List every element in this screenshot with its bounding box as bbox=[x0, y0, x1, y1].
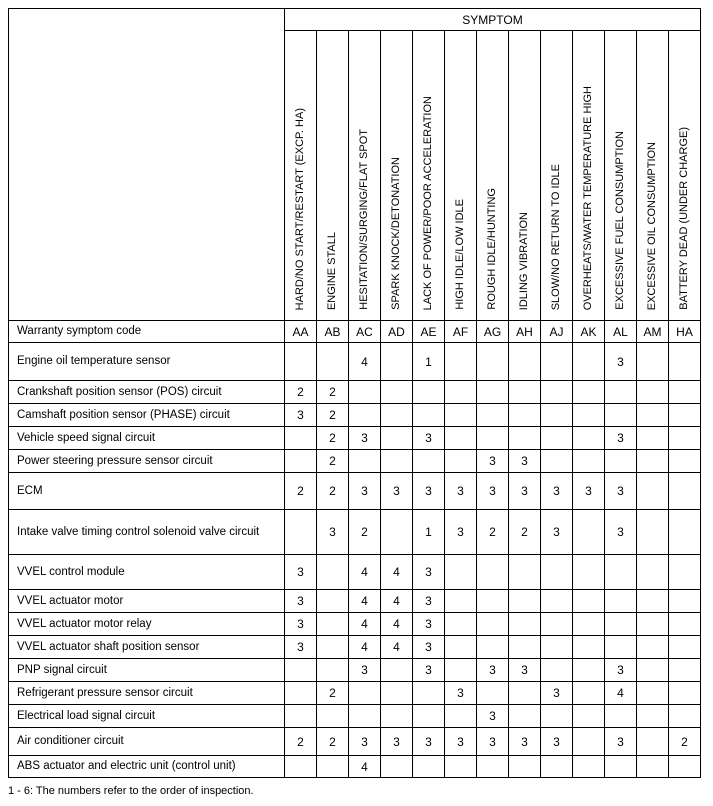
inspection-order-cell bbox=[477, 404, 509, 427]
inspection-order-cell: 4 bbox=[349, 590, 381, 613]
symptom-column-label: OVERHEATS/WATER TEMPERATURE HIGH bbox=[582, 85, 594, 310]
table-row bbox=[9, 510, 701, 555]
warranty-code-cell: HA bbox=[669, 321, 701, 343]
symptom-column-label: ENGINE STALL bbox=[326, 231, 338, 310]
symptom-diagnosis-table bbox=[8, 8, 701, 778]
inspection-order-cell bbox=[637, 636, 669, 659]
inspection-order-cell: 3 bbox=[605, 473, 637, 510]
inspection-order-cell bbox=[541, 343, 573, 381]
inspection-order-cell bbox=[541, 555, 573, 590]
inspection-order-cell bbox=[317, 590, 349, 613]
inspection-order-cell bbox=[637, 756, 669, 778]
inspection-order-cell: 3 bbox=[285, 404, 317, 427]
inspection-order-cell bbox=[413, 756, 445, 778]
symptom-column-header bbox=[349, 31, 381, 321]
footnote: 1 - 6: The numbers refer to the order of inspection. bbox=[8, 785, 254, 797]
inspection-order-cell bbox=[317, 659, 349, 682]
symptom-column-header bbox=[509, 31, 541, 321]
inspection-order-cell bbox=[349, 381, 381, 404]
inspection-order-cell bbox=[413, 404, 445, 427]
inspection-order-cell bbox=[381, 682, 413, 705]
inspection-order-cell bbox=[349, 450, 381, 473]
symptom-column-label: BATTERY DEAD (UNDER CHARGE) bbox=[678, 127, 690, 310]
inspection-order-cell: 3 bbox=[413, 473, 445, 510]
inspection-order-cell bbox=[317, 555, 349, 590]
inspection-order-cell bbox=[605, 705, 637, 728]
inspection-order-cell: 3 bbox=[381, 473, 413, 510]
inspection-order-cell: 2 bbox=[477, 510, 509, 555]
inspection-order-cell bbox=[637, 555, 669, 590]
inspection-order-cell bbox=[669, 659, 701, 682]
inspection-order-cell bbox=[637, 659, 669, 682]
inspection-order-cell bbox=[541, 659, 573, 682]
inspection-order-cell bbox=[669, 510, 701, 555]
symptom-column-header bbox=[285, 31, 317, 321]
inspection-order-cell: 3 bbox=[285, 636, 317, 659]
inspection-order-cell: 3 bbox=[509, 450, 541, 473]
symptom-column-header bbox=[573, 31, 605, 321]
warranty-code-cell: AL bbox=[605, 321, 637, 343]
inspection-order-cell bbox=[477, 343, 509, 381]
inspection-order-cell: 4 bbox=[381, 636, 413, 659]
item-label: VVEL control module bbox=[9, 555, 285, 590]
warranty-code-row-label: Warranty symptom code bbox=[9, 321, 285, 343]
inspection-order-cell: 3 bbox=[477, 728, 509, 756]
inspection-order-cell: 2 bbox=[317, 450, 349, 473]
inspection-order-cell bbox=[285, 659, 317, 682]
inspection-order-cell bbox=[445, 555, 477, 590]
item-label: ECM bbox=[9, 473, 285, 510]
inspection-order-cell bbox=[317, 756, 349, 778]
inspection-order-cell bbox=[637, 613, 669, 636]
inspection-order-cell bbox=[509, 343, 541, 381]
inspection-order-cell bbox=[317, 343, 349, 381]
inspection-order-cell bbox=[349, 404, 381, 427]
inspection-order-cell bbox=[669, 590, 701, 613]
inspection-order-cell: 3 bbox=[541, 728, 573, 756]
inspection-order-cell bbox=[509, 613, 541, 636]
inspection-order-cell bbox=[381, 427, 413, 450]
symptom-column-header bbox=[317, 31, 349, 321]
table-row bbox=[9, 705, 701, 728]
inspection-order-cell: 3 bbox=[445, 473, 477, 510]
inspection-order-cell: 3 bbox=[413, 555, 445, 590]
inspection-order-cell bbox=[669, 473, 701, 510]
warranty-code-cell: AM bbox=[637, 321, 669, 343]
inspection-order-cell: 3 bbox=[477, 450, 509, 473]
inspection-order-cell: 4 bbox=[349, 613, 381, 636]
inspection-order-cell bbox=[637, 404, 669, 427]
inspection-order-cell bbox=[445, 450, 477, 473]
warranty-code-cell: AF bbox=[445, 321, 477, 343]
item-label: Air conditioner circuit bbox=[9, 728, 285, 756]
inspection-order-cell bbox=[317, 705, 349, 728]
inspection-order-cell: 3 bbox=[445, 510, 477, 555]
inspection-order-cell bbox=[669, 343, 701, 381]
inspection-order-cell: 2 bbox=[317, 473, 349, 510]
inspection-order-cell: 2 bbox=[285, 728, 317, 756]
inspection-order-cell bbox=[541, 404, 573, 427]
inspection-order-cell: 3 bbox=[509, 473, 541, 510]
inspection-order-cell: 2 bbox=[285, 473, 317, 510]
warranty-code-cell: AD bbox=[381, 321, 413, 343]
table-row bbox=[9, 613, 701, 636]
inspection-order-cell bbox=[573, 636, 605, 659]
inspection-order-cell bbox=[669, 427, 701, 450]
inspection-order-cell bbox=[445, 427, 477, 450]
inspection-order-cell: 3 bbox=[605, 427, 637, 450]
inspection-order-cell bbox=[381, 404, 413, 427]
inspection-order-cell bbox=[573, 728, 605, 756]
inspection-order-cell bbox=[637, 473, 669, 510]
inspection-order-cell: 3 bbox=[413, 659, 445, 682]
inspection-order-cell bbox=[637, 510, 669, 555]
inspection-order-cell: 3 bbox=[509, 659, 541, 682]
symptom-column-label: SPARK KNOCK/DETONATION bbox=[390, 157, 402, 310]
inspection-order-cell: 3 bbox=[349, 728, 381, 756]
symptom-column-label: HESITATION/SURGING/FLAT SPOT bbox=[358, 129, 370, 310]
inspection-order-cell: 3 bbox=[445, 682, 477, 705]
inspection-order-cell bbox=[445, 613, 477, 636]
inspection-order-cell bbox=[445, 756, 477, 778]
inspection-order-cell bbox=[381, 381, 413, 404]
inspection-order-cell bbox=[509, 682, 541, 705]
table-row bbox=[9, 404, 701, 427]
inspection-order-cell bbox=[477, 590, 509, 613]
corner-cell bbox=[9, 9, 285, 321]
inspection-order-cell bbox=[445, 659, 477, 682]
inspection-order-cell: 2 bbox=[317, 381, 349, 404]
inspection-order-cell: 3 bbox=[349, 659, 381, 682]
inspection-order-cell bbox=[285, 705, 317, 728]
inspection-order-cell bbox=[605, 613, 637, 636]
table-row bbox=[9, 343, 701, 381]
inspection-order-cell bbox=[637, 705, 669, 728]
symptom-column-label: HIGH IDLE/LOW IDLE bbox=[454, 199, 466, 310]
table-row bbox=[9, 636, 701, 659]
warranty-code-cell: AB bbox=[317, 321, 349, 343]
inspection-order-cell bbox=[509, 381, 541, 404]
inspection-order-cell: 4 bbox=[381, 613, 413, 636]
inspection-order-cell bbox=[285, 510, 317, 555]
inspection-order-cell: 1 bbox=[413, 510, 445, 555]
inspection-order-cell bbox=[669, 450, 701, 473]
table-row bbox=[9, 427, 701, 450]
inspection-order-cell bbox=[541, 705, 573, 728]
inspection-order-cell: 3 bbox=[573, 473, 605, 510]
inspection-order-cell bbox=[317, 613, 349, 636]
inspection-order-cell bbox=[669, 404, 701, 427]
table-row bbox=[9, 450, 701, 473]
inspection-order-cell bbox=[573, 404, 605, 427]
inspection-order-cell bbox=[381, 659, 413, 682]
inspection-order-cell: 3 bbox=[285, 590, 317, 613]
inspection-order-cell: 3 bbox=[413, 613, 445, 636]
inspection-order-cell bbox=[669, 682, 701, 705]
inspection-order-cell bbox=[669, 705, 701, 728]
inspection-order-cell: 3 bbox=[541, 473, 573, 510]
inspection-order-cell: 3 bbox=[317, 510, 349, 555]
inspection-order-cell: 4 bbox=[381, 590, 413, 613]
table-row bbox=[9, 473, 701, 510]
inspection-order-cell bbox=[477, 636, 509, 659]
inspection-order-cell bbox=[445, 343, 477, 381]
inspection-order-cell: 3 bbox=[381, 728, 413, 756]
inspection-order-cell: 3 bbox=[541, 510, 573, 555]
inspection-order-cell bbox=[445, 381, 477, 404]
inspection-order-cell bbox=[605, 450, 637, 473]
inspection-order-cell: 3 bbox=[477, 659, 509, 682]
table-row bbox=[9, 555, 701, 590]
table-row bbox=[9, 756, 701, 778]
inspection-order-cell bbox=[573, 343, 605, 381]
inspection-order-cell bbox=[541, 613, 573, 636]
inspection-order-cell: 3 bbox=[285, 555, 317, 590]
inspection-order-cell: 4 bbox=[349, 636, 381, 659]
inspection-order-cell bbox=[509, 427, 541, 450]
inspection-order-cell bbox=[605, 636, 637, 659]
inspection-order-cell bbox=[477, 613, 509, 636]
inspection-order-cell bbox=[285, 682, 317, 705]
symptom-column-label: HARD/NO START/RESTART (EXCP. HA) bbox=[294, 107, 306, 310]
symptom-header-row bbox=[9, 9, 701, 31]
inspection-order-cell: 3 bbox=[605, 343, 637, 381]
inspection-order-cell bbox=[669, 613, 701, 636]
inspection-order-cell bbox=[381, 510, 413, 555]
symptom-column-header bbox=[413, 31, 445, 321]
symptom-column-label: ROUGH IDLE/HUNTING bbox=[486, 188, 498, 310]
inspection-order-cell bbox=[413, 450, 445, 473]
symptom-column-header bbox=[381, 31, 413, 321]
inspection-order-cell bbox=[413, 682, 445, 705]
inspection-order-cell bbox=[381, 450, 413, 473]
warranty-code-row bbox=[9, 321, 701, 343]
inspection-order-cell: 2 bbox=[349, 510, 381, 555]
inspection-order-cell bbox=[285, 427, 317, 450]
inspection-order-cell bbox=[445, 705, 477, 728]
inspection-order-cell bbox=[669, 636, 701, 659]
symptom-column-label: LACK OF POWER/POOR ACCELERATION bbox=[422, 95, 434, 310]
inspection-order-cell: 4 bbox=[381, 555, 413, 590]
inspection-order-cell: 3 bbox=[477, 705, 509, 728]
inspection-order-cell bbox=[541, 756, 573, 778]
inspection-order-cell bbox=[509, 705, 541, 728]
symptom-column-header bbox=[605, 31, 637, 321]
inspection-order-cell bbox=[317, 636, 349, 659]
inspection-order-cell bbox=[445, 590, 477, 613]
inspection-order-cell: 3 bbox=[349, 427, 381, 450]
inspection-order-cell: 2 bbox=[317, 427, 349, 450]
inspection-order-cell bbox=[637, 682, 669, 705]
inspection-order-cell: 3 bbox=[509, 728, 541, 756]
inspection-order-cell: 2 bbox=[669, 728, 701, 756]
inspection-order-cell bbox=[573, 381, 605, 404]
inspection-order-cell bbox=[573, 590, 605, 613]
inspection-order-cell bbox=[573, 613, 605, 636]
inspection-order-cell bbox=[349, 705, 381, 728]
inspection-order-cell: 3 bbox=[541, 682, 573, 705]
item-label: Crankshaft position sensor (POS) circuit bbox=[9, 381, 285, 404]
inspection-order-cell bbox=[573, 510, 605, 555]
symptom-header: SYMPTOM bbox=[285, 9, 701, 31]
item-label: VVEL actuator shaft position sensor bbox=[9, 636, 285, 659]
inspection-order-cell: 3 bbox=[413, 636, 445, 659]
inspection-order-cell bbox=[541, 450, 573, 473]
symptom-column-label: EXCESSIVE OIL CONSUMPTION bbox=[646, 141, 658, 310]
warranty-code-cell: AH bbox=[509, 321, 541, 343]
symptom-column-header bbox=[477, 31, 509, 321]
item-label: VVEL actuator motor relay bbox=[9, 613, 285, 636]
inspection-order-cell: 3 bbox=[445, 728, 477, 756]
item-label: ABS actuator and electric unit (control unit) bbox=[9, 756, 285, 778]
inspection-order-cell bbox=[605, 756, 637, 778]
warranty-code-cell: AG bbox=[477, 321, 509, 343]
item-label: Engine oil temperature sensor bbox=[9, 343, 285, 381]
table-row bbox=[9, 381, 701, 404]
inspection-order-cell bbox=[381, 756, 413, 778]
inspection-order-cell: 2 bbox=[317, 682, 349, 705]
warranty-code-cell: AJ bbox=[541, 321, 573, 343]
inspection-order-cell bbox=[573, 427, 605, 450]
inspection-order-cell bbox=[445, 636, 477, 659]
inspection-order-cell bbox=[605, 555, 637, 590]
inspection-order-cell bbox=[285, 343, 317, 381]
inspection-order-cell bbox=[637, 343, 669, 381]
inspection-order-cell bbox=[509, 636, 541, 659]
inspection-order-cell bbox=[477, 682, 509, 705]
inspection-order-cell bbox=[285, 756, 317, 778]
item-label: Camshaft position sensor (PHASE) circuit bbox=[9, 404, 285, 427]
inspection-order-cell bbox=[477, 381, 509, 404]
item-label: Power steering pressure sensor circuit bbox=[9, 450, 285, 473]
inspection-order-cell: 3 bbox=[477, 473, 509, 510]
inspection-order-cell: 3 bbox=[413, 590, 445, 613]
inspection-order-cell: 3 bbox=[413, 728, 445, 756]
inspection-order-cell bbox=[637, 450, 669, 473]
symptom-column-label: IDLING VIBRATION bbox=[518, 211, 530, 310]
inspection-order-cell bbox=[637, 427, 669, 450]
inspection-order-cell bbox=[509, 404, 541, 427]
inspection-order-cell bbox=[509, 555, 541, 590]
inspection-order-cell: 2 bbox=[509, 510, 541, 555]
inspection-order-cell: 2 bbox=[285, 381, 317, 404]
inspection-order-cell bbox=[349, 682, 381, 705]
symptom-column-header bbox=[541, 31, 573, 321]
inspection-order-cell bbox=[477, 427, 509, 450]
item-label: Vehicle speed signal circuit bbox=[9, 427, 285, 450]
inspection-order-cell bbox=[381, 343, 413, 381]
item-label: PNP signal circuit bbox=[9, 659, 285, 682]
inspection-order-cell: 3 bbox=[285, 613, 317, 636]
inspection-order-cell: 3 bbox=[605, 728, 637, 756]
warranty-code-cell: AA bbox=[285, 321, 317, 343]
inspection-order-cell bbox=[669, 555, 701, 590]
inspection-order-cell bbox=[509, 590, 541, 613]
table-row bbox=[9, 590, 701, 613]
inspection-order-cell: 4 bbox=[349, 756, 381, 778]
inspection-order-cell: 1 bbox=[413, 343, 445, 381]
inspection-order-cell bbox=[285, 450, 317, 473]
warranty-code-cell: AC bbox=[349, 321, 381, 343]
inspection-order-cell bbox=[637, 381, 669, 404]
inspection-order-cell bbox=[669, 756, 701, 778]
symptom-column-header bbox=[445, 31, 477, 321]
inspection-order-cell: 4 bbox=[349, 343, 381, 381]
inspection-order-cell bbox=[669, 381, 701, 404]
inspection-order-cell bbox=[381, 705, 413, 728]
inspection-order-cell: 2 bbox=[317, 728, 349, 756]
inspection-order-cell: 3 bbox=[605, 659, 637, 682]
inspection-order-cell bbox=[573, 555, 605, 590]
inspection-order-cell: 2 bbox=[317, 404, 349, 427]
inspection-order-cell bbox=[477, 555, 509, 590]
inspection-order-cell bbox=[573, 756, 605, 778]
warranty-code-cell: AE bbox=[413, 321, 445, 343]
item-label: Intake valve timing control solenoid valve circuit bbox=[9, 510, 285, 555]
inspection-order-cell: 3 bbox=[349, 473, 381, 510]
inspection-order-cell bbox=[637, 590, 669, 613]
inspection-order-cell bbox=[477, 756, 509, 778]
inspection-order-cell: 3 bbox=[605, 510, 637, 555]
inspection-order-cell bbox=[573, 450, 605, 473]
inspection-order-cell bbox=[541, 590, 573, 613]
inspection-order-cell bbox=[605, 404, 637, 427]
table-row bbox=[9, 682, 701, 705]
inspection-order-cell: 4 bbox=[349, 555, 381, 590]
inspection-order-cell bbox=[605, 381, 637, 404]
item-label: VVEL actuator motor bbox=[9, 590, 285, 613]
symptom-column-label: SLOW/NO RETURN TO IDLE bbox=[550, 163, 562, 310]
symptom-column-header bbox=[637, 31, 669, 321]
inspection-order-cell bbox=[637, 728, 669, 756]
inspection-order-cell bbox=[541, 636, 573, 659]
inspection-order-cell bbox=[573, 705, 605, 728]
item-label: Refrigerant pressure sensor circuit bbox=[9, 682, 285, 705]
inspection-order-cell bbox=[413, 381, 445, 404]
inspection-order-cell bbox=[541, 427, 573, 450]
symptom-column-header bbox=[669, 31, 701, 321]
inspection-order-cell bbox=[541, 381, 573, 404]
inspection-order-cell bbox=[573, 659, 605, 682]
inspection-order-cell bbox=[509, 756, 541, 778]
inspection-order-cell bbox=[445, 404, 477, 427]
inspection-order-cell: 4 bbox=[605, 682, 637, 705]
inspection-order-cell bbox=[573, 682, 605, 705]
item-label: Electrical load signal circuit bbox=[9, 705, 285, 728]
warranty-code-cell: AK bbox=[573, 321, 605, 343]
symptom-column-label: EXCESSIVE FUEL CONSUMPTION bbox=[614, 131, 626, 310]
table-row bbox=[9, 659, 701, 682]
table-row bbox=[9, 728, 701, 756]
inspection-order-cell bbox=[413, 705, 445, 728]
inspection-order-cell bbox=[605, 590, 637, 613]
inspection-order-cell: 3 bbox=[413, 427, 445, 450]
